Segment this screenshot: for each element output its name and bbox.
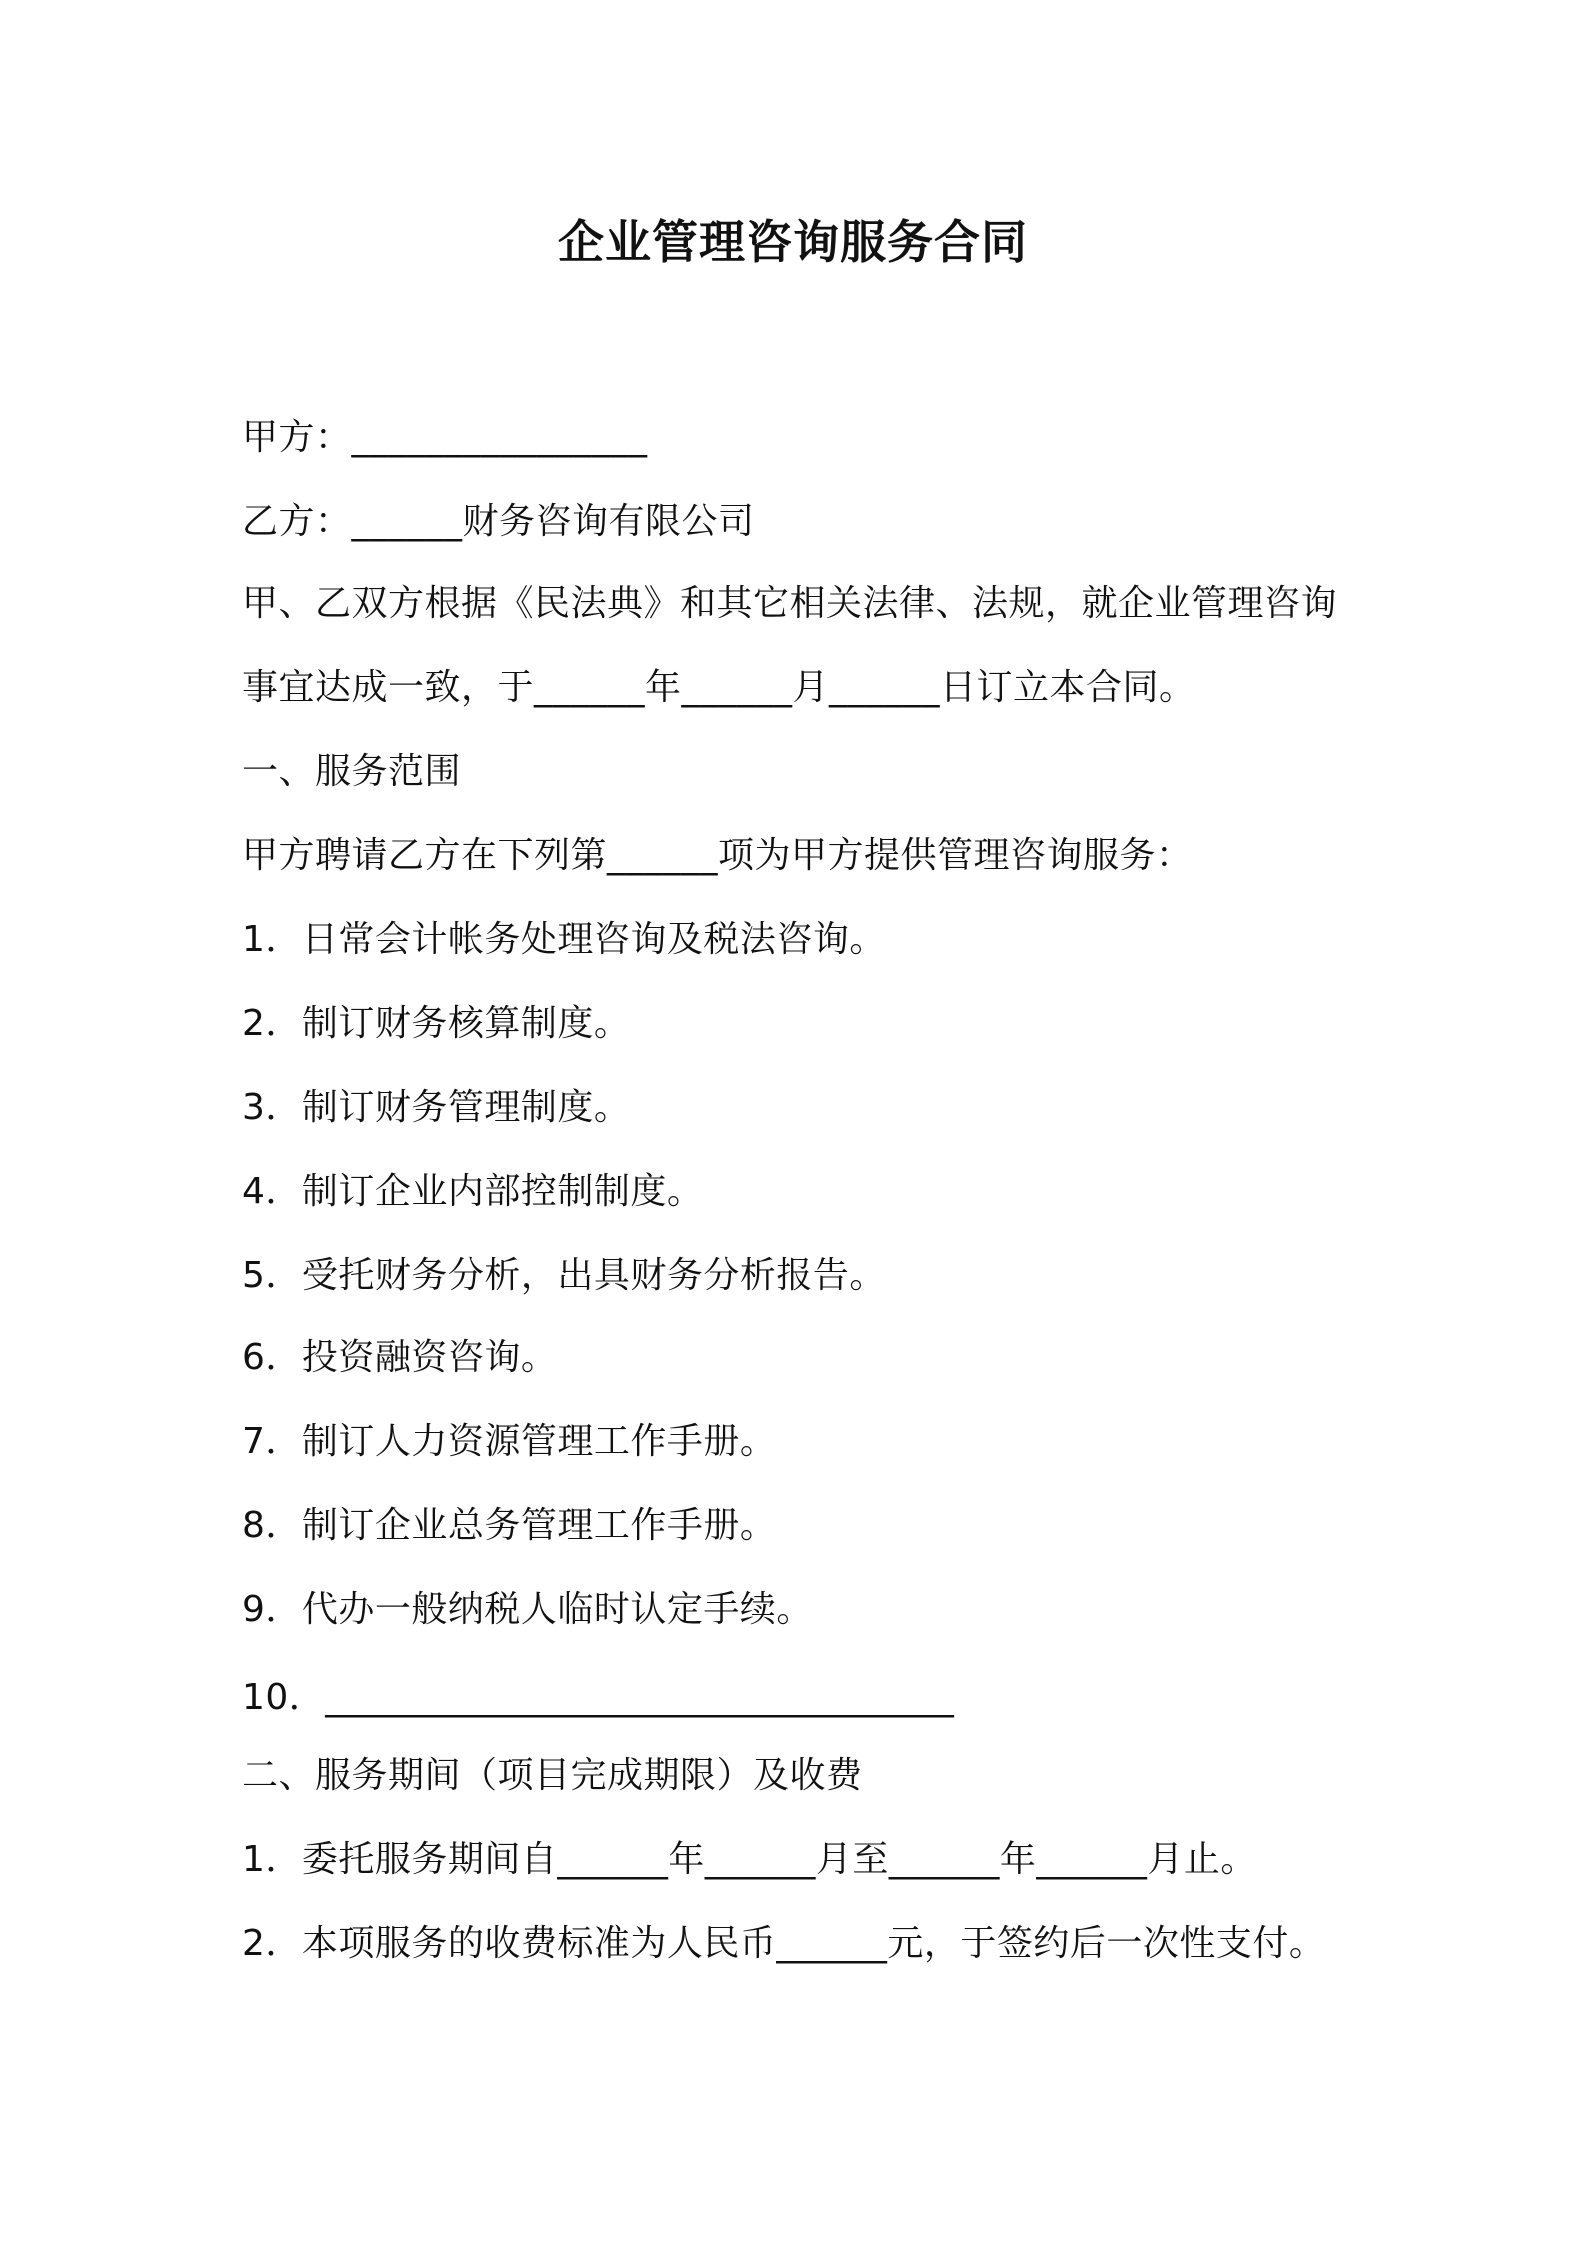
preamble-line-1: 甲、乙双方根据《民法典》和其它相关法律、法规，就企业管理咨询 — [242, 583, 1338, 624]
party-a-line: 甲方：________________ — [242, 417, 648, 458]
list-item: 7．制订人力资源管理工作手册。 — [242, 1421, 777, 1462]
list-item: 10．__________________________________ — [242, 1677, 955, 1718]
list-item: 9．代办一般纳税人临时认定手续。 — [242, 1589, 813, 1630]
service-period-line: 1．委托服务期间自______年______月至______年______月止。 — [242, 1839, 1257, 1880]
list-item: 5．受托财务分析，出具财务分析报告。 — [242, 1255, 886, 1296]
list-item: 3．制订财务管理制度。 — [242, 1087, 631, 1128]
fee-line: 2．本项服务的收费标准为人民币______元，于签约后一次性支付。 — [242, 1923, 1326, 1964]
list-item: 8．制订企业总务管理工作手册。 — [242, 1505, 777, 1546]
list-item: 1．日常会计帐务处理咨询及税法咨询。 — [242, 919, 886, 960]
document-title: 企业管理咨询服务合同 — [558, 215, 1028, 269]
service-scope-intro: 甲方聘请乙方在下列第______项为甲方提供管理咨询服务： — [242, 835, 1193, 876]
list-item: 4．制订企业内部控制制度。 — [242, 1171, 704, 1212]
list-item: 2．制订财务核算制度。 — [242, 1003, 631, 1044]
section-heading-service-scope: 一、服务范围 — [242, 751, 462, 792]
preamble-line-2: 事宜达成一致，于______年______月______日订立本合同。 — [242, 667, 1196, 708]
section-heading-service-period: 二、服务期间（项目完成期限）及收费 — [242, 1755, 863, 1796]
list-item: 6．投资融资咨询。 — [242, 1337, 558, 1378]
party-b-line: 乙方：______财务咨询有限公司 — [242, 501, 755, 542]
